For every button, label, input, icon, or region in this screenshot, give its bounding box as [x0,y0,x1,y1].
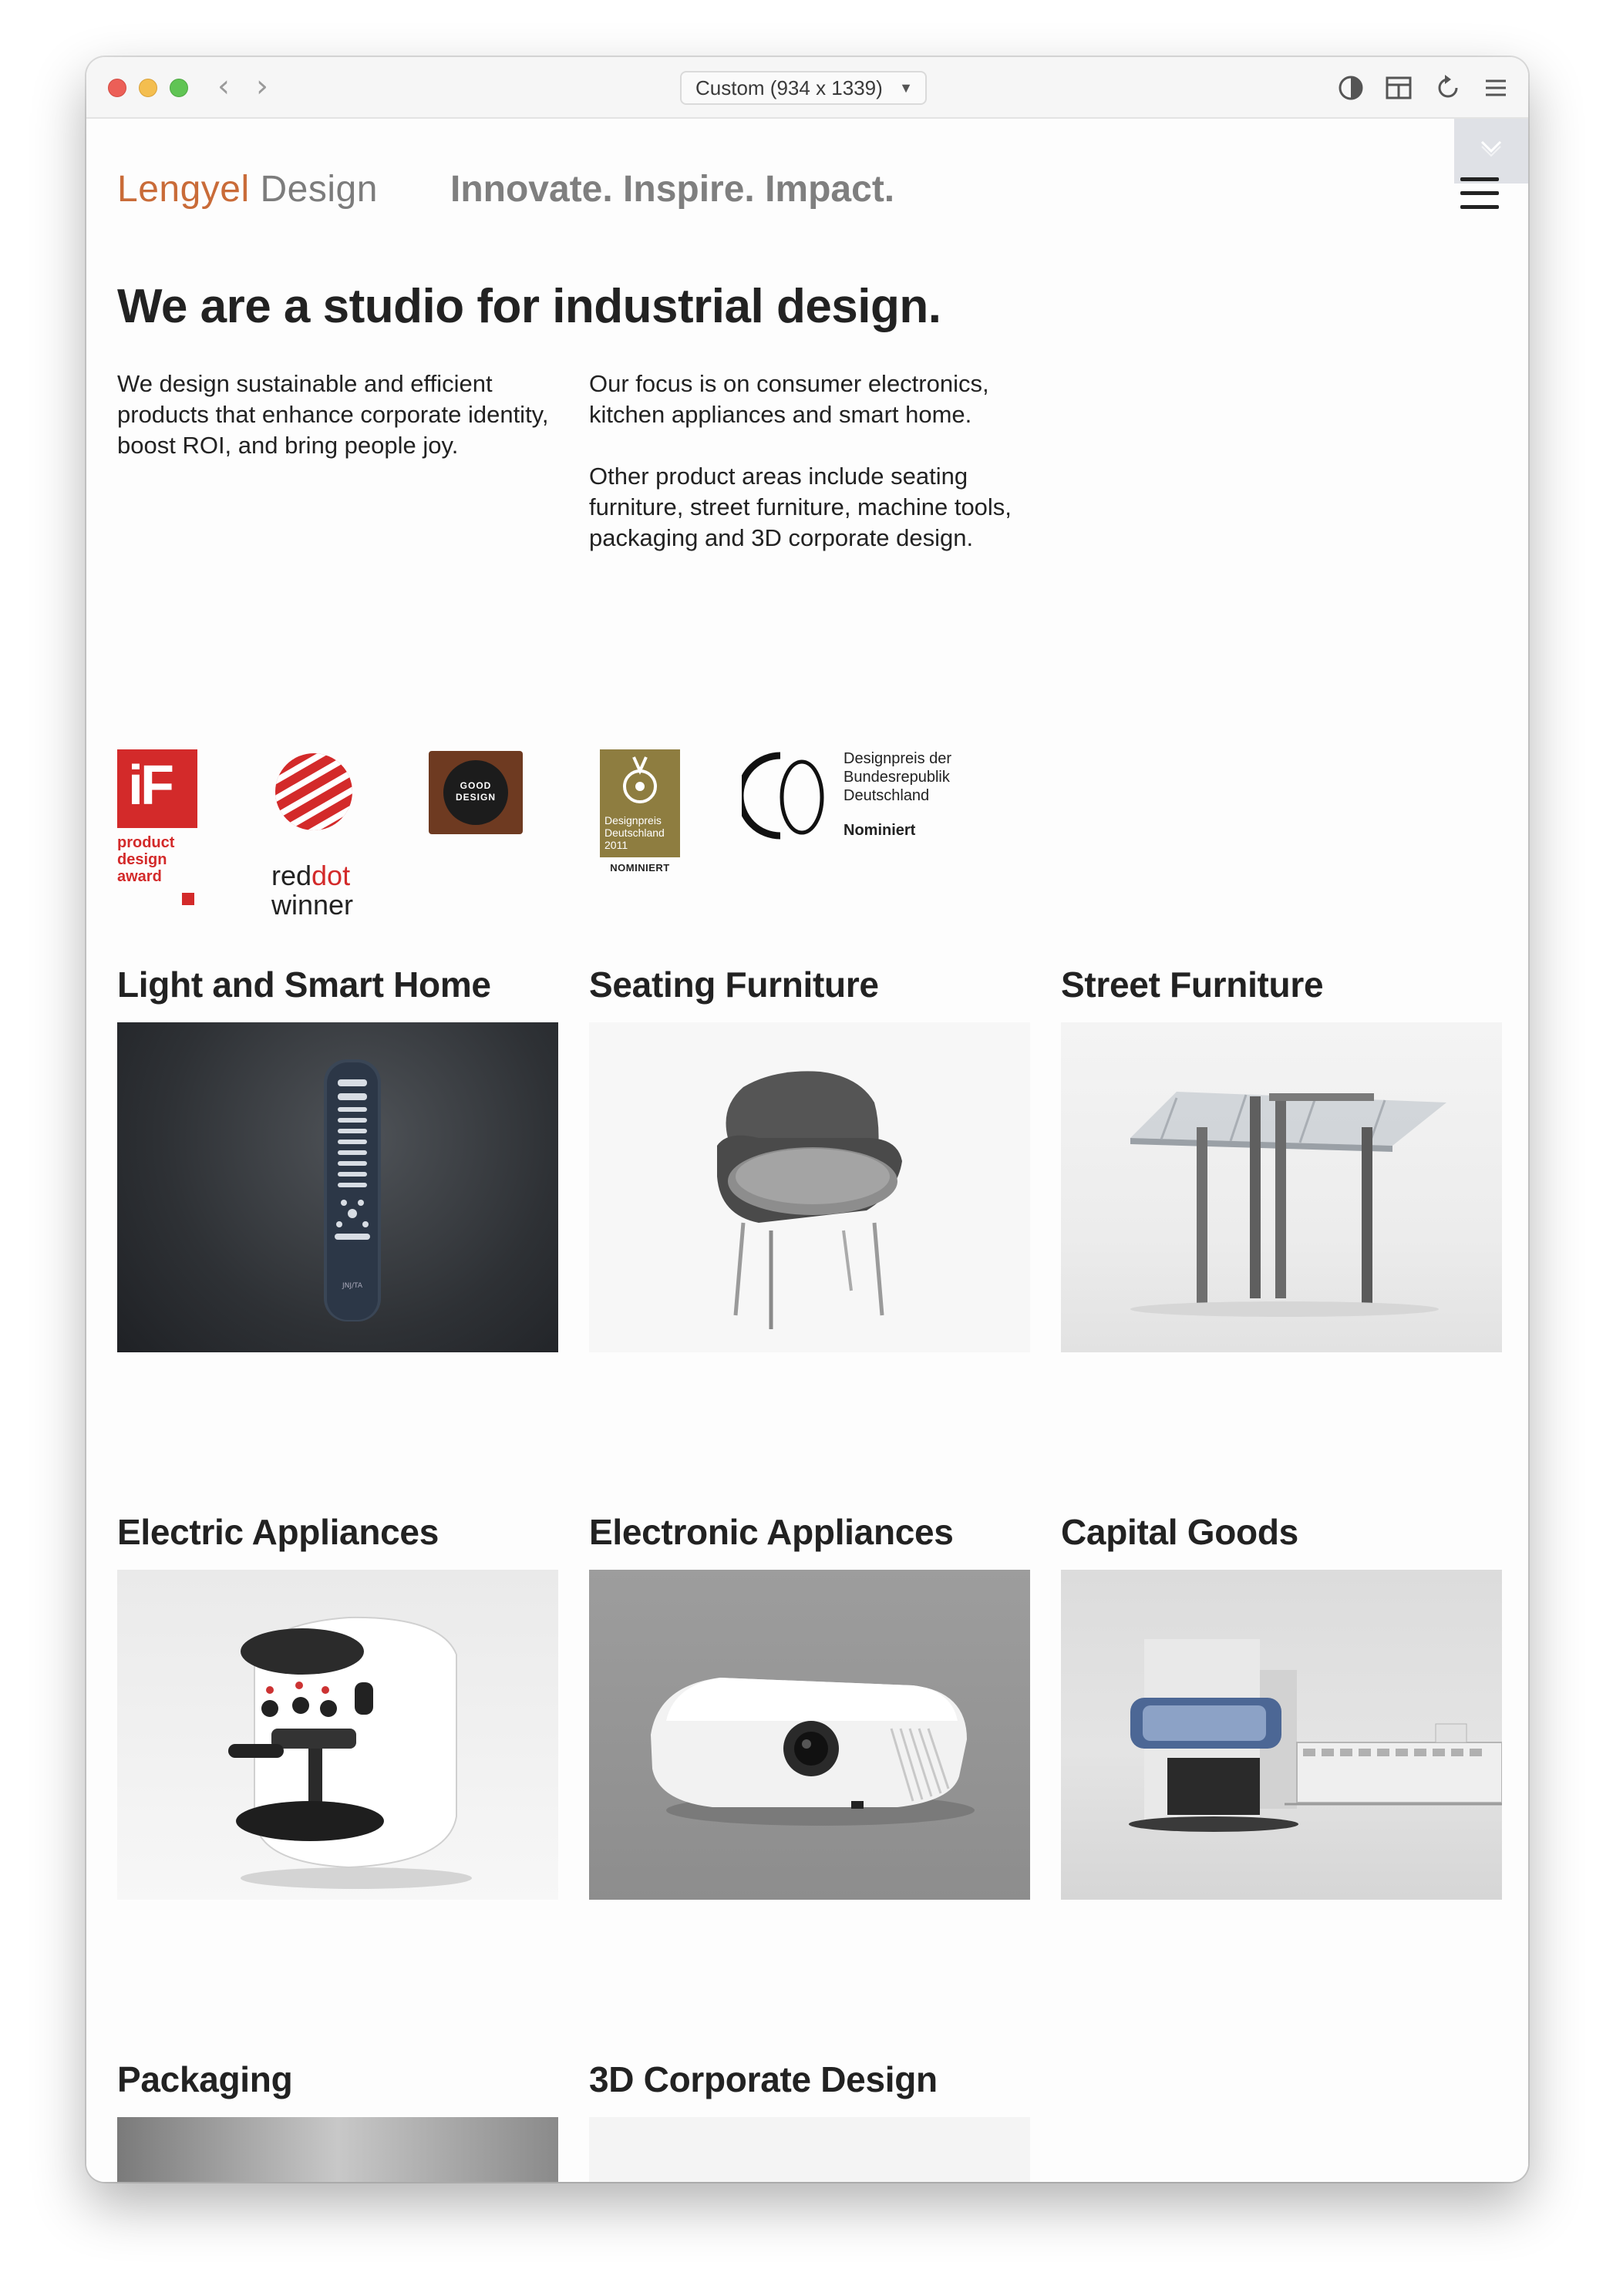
browser-window [86,57,1528,2182]
site-logo[interactable] [117,168,378,210]
category-title[interactable]: Light and Smart Home [117,965,491,1005]
packaging-image[interactable] [117,2117,558,2182]
contrast-icon[interactable] [1334,71,1368,105]
intro-areas-text: Other product areas include seating furniture, street furniture, machine tools, packaging and 3D corporate design. [589,463,1012,551]
hero-headline: We are a studio for industrial design. [117,280,941,333]
chair-image[interactable] [589,1022,1030,1352]
tagline: Innovate. Inspire. Impact. [450,169,895,210]
designpreis-deutschland-logo: Designpreis Deutschland 2011 NOMINIERT [600,749,680,874]
good-design-award-logo: GOOD DESIGN [429,751,523,834]
projector-image[interactable] [589,1570,1030,1900]
browser-toolbar [86,57,1528,119]
if-square [182,893,194,905]
forward-icon[interactable]: › [256,69,268,104]
scroll-down-tab[interactable] [1454,119,1528,183]
bundesrepublik-emblem-icon [742,749,837,842]
category-capital-goods[interactable] [1061,1511,1502,1900]
smart-home-remote-image[interactable] [117,1022,558,1352]
corporate-design-image[interactable] [589,2117,1030,2182]
category-electronic-appliances[interactable] [589,1511,1030,1900]
chevron-down-icon [1480,139,1503,157]
category-title[interactable]: 3D Corporate Design [589,2059,938,2099]
web-page [86,119,1528,2182]
category-packaging[interactable] [117,2059,558,2182]
chevron-down-icon: ▼ [899,80,913,96]
street-canopy-image[interactable] [1061,1022,1502,1352]
reddot-wordmark: reddot winner [271,860,354,921]
device-size-label: Custom (934 x 1339) [695,76,883,99]
category-title[interactable]: Street Furniture [1061,965,1324,1005]
category-street-furniture[interactable] [1061,964,1502,1352]
minimize-window-button[interactable] [139,79,157,97]
category-light-smart-home[interactable] [117,964,558,1352]
medal-icon [600,749,680,811]
category-title[interactable]: Capital Goods [1061,1512,1298,1552]
reddot-award-logo [271,749,364,920]
intro-focus-text: Our focus is on consumer electronics, kitchen appliances and smart home. [589,370,989,428]
category-title[interactable]: Electric Appliances [117,1512,439,1552]
svg-text:JNJ/TA: JNJ/TA [342,1282,363,1290]
if-mark: iF [117,749,197,828]
reddot-sphere-icon [271,749,356,834]
if-caption: product design award [117,834,175,885]
machine-tool-image[interactable] [1061,1570,1502,1900]
category-title[interactable]: Seating Furniture [589,965,879,1005]
device-size-select[interactable] [680,71,927,105]
category-electric-appliances[interactable] [117,1511,558,1900]
layout-icon[interactable] [1382,71,1416,105]
category-title[interactable]: Electronic Appliances [589,1512,954,1552]
intro-left-text: We design sustainable and efficient products that enhance corporate identity, boost ROI, and bring people joy. [117,370,549,459]
espresso-machine-image[interactable] [117,1570,558,1900]
zoom-window-button[interactable] [170,79,188,97]
category-3d-corporate-design[interactable] [589,2059,1030,2182]
back-icon[interactable]: ‹ [217,69,230,104]
menu-icon[interactable] [1479,71,1513,105]
if-design-award-logo [117,749,199,885]
reload-icon[interactable] [1431,71,1465,105]
intro-right-text [589,369,1052,554]
category-title[interactable]: Packaging [117,2059,293,2099]
category-seating-furniture[interactable] [589,964,1030,1352]
hamburger-menu-icon[interactable] [1460,177,1499,211]
designpreis-bundesrepublik-logo: Designpreis der Bundesrepublik Deutschland Nominiert [742,749,973,850]
close-window-button[interactable] [108,79,126,97]
logo-design: Design [260,169,378,210]
logo-lengyel: Lengyel [117,169,250,210]
